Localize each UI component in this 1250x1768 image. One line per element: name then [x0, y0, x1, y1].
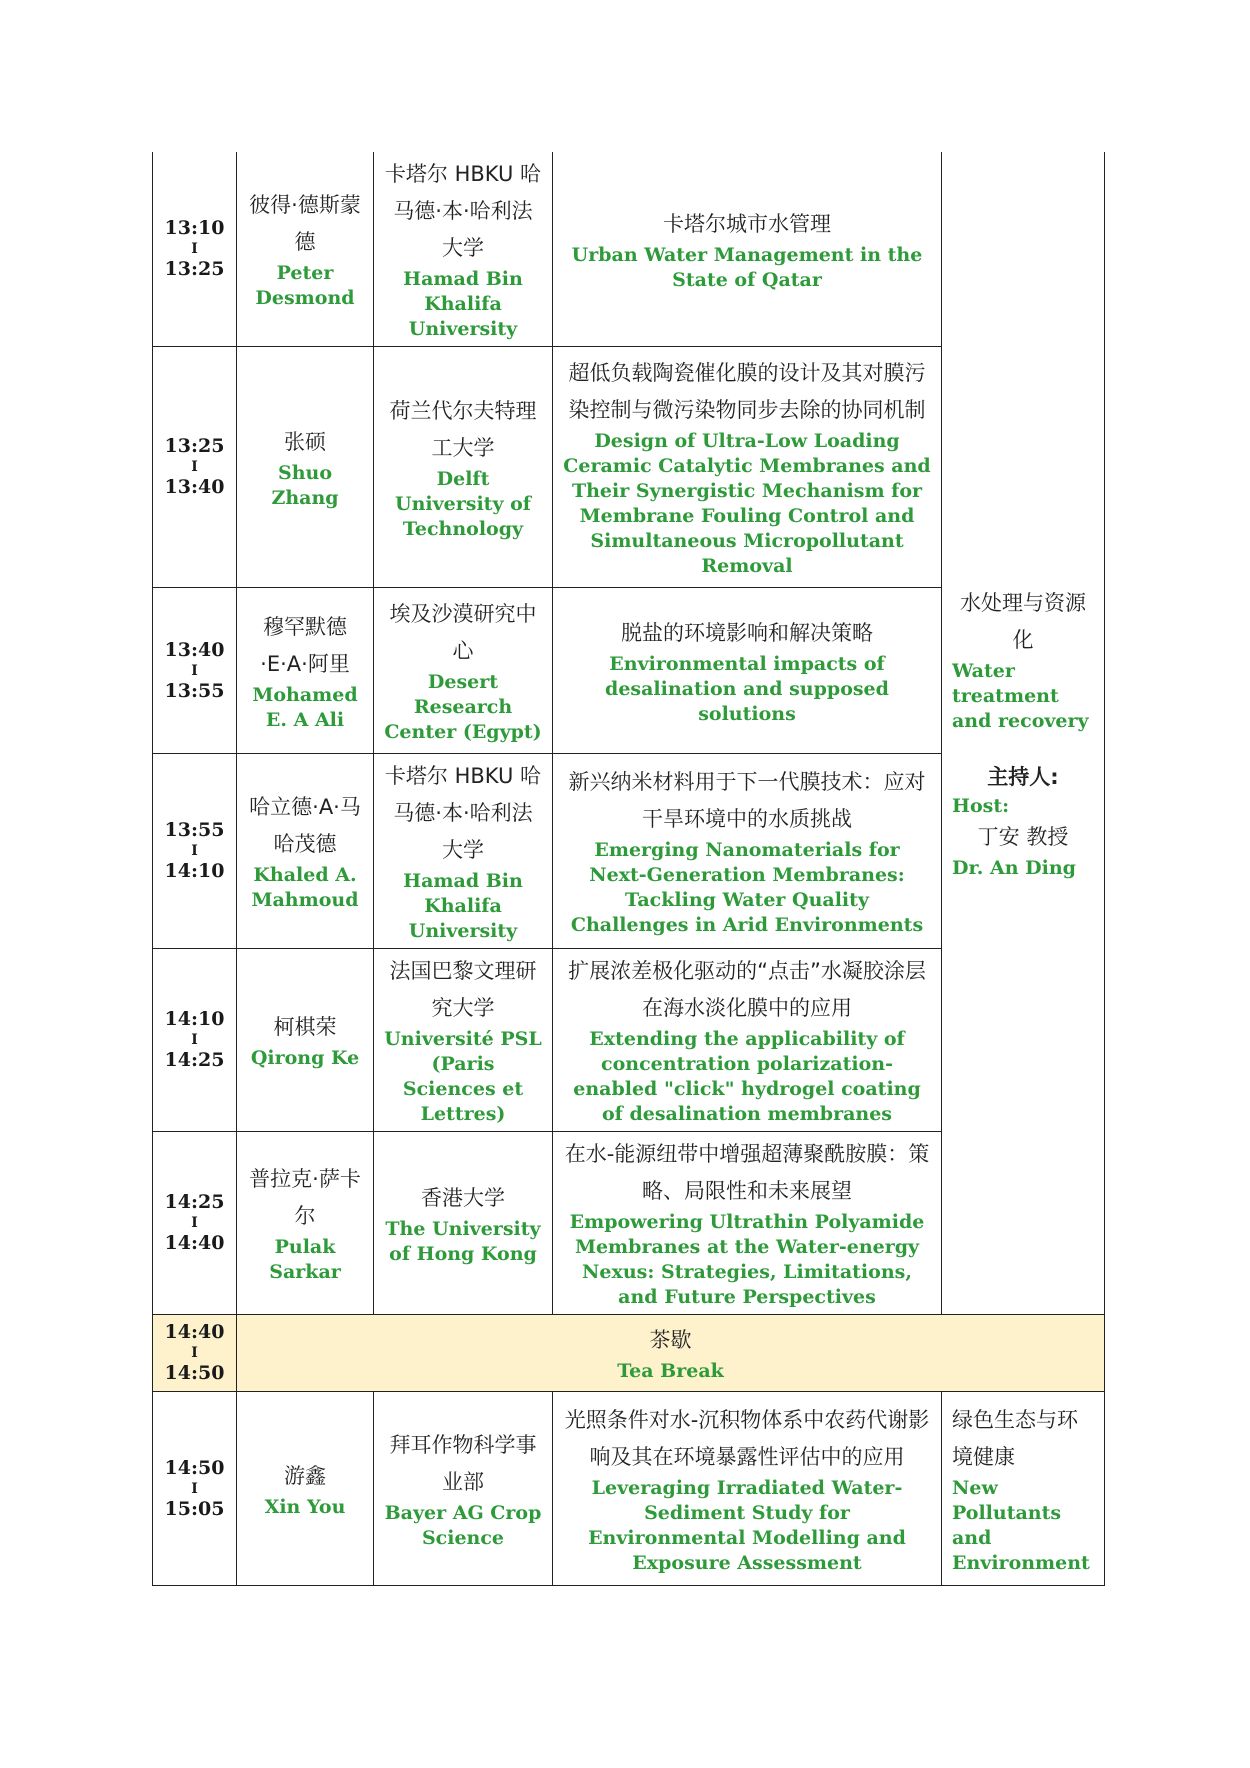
speaker-name-zh: 张硕	[284, 429, 326, 454]
topic-title-zh: 卡塔尔城市水管理	[663, 211, 831, 236]
speaker-cell	[237, 588, 374, 754]
time-separator: I	[191, 1215, 198, 1231]
org-name-zh: 埃及沙漠研究中心	[389, 602, 537, 663]
time-cell	[153, 1392, 237, 1586]
speaker-name-zh: 穆罕默德·E·A·阿里	[260, 614, 350, 676]
org-name-zh: 法国巴黎文理研究大学	[389, 959, 537, 1020]
end-time: 14:50	[164, 1362, 225, 1384]
start-time: 14:10	[164, 1008, 225, 1030]
start-time: 13:40	[164, 638, 225, 661]
start-time: 13:55	[164, 819, 225, 841]
speaker-name-en: Pulak Sarkar	[269, 1236, 341, 1283]
topic-title-en: Design of Ultra-Low Loading Ceramic Catalytic Membranes and Their Synergistic Mechanism for Membrane Fouling Control and Simultaneous Micropollutant Removal	[563, 430, 931, 577]
org-cell	[374, 1392, 553, 1586]
schedule-table	[152, 152, 1105, 1586]
org-name-en: Delft University of Technology	[395, 467, 531, 540]
session-title-zh: 水处理与资源化	[960, 591, 1086, 652]
org-name-zh: 卡塔尔 HBKU 哈马德·本·哈利法大学	[384, 764, 542, 862]
time-separator: I	[191, 662, 198, 679]
session-title-en: New Pollutants and Environment	[952, 1476, 1090, 1574]
time-cell	[153, 347, 237, 588]
topic-cell	[553, 152, 942, 347]
topic-cell	[553, 347, 942, 588]
end-time: 13:55	[164, 679, 225, 702]
table-row	[153, 152, 1105, 347]
speaker-name-en: Peter Desmond	[255, 262, 355, 309]
end-time: 14:40	[164, 1232, 225, 1254]
topic-title-en: Urban Water Management in the State of Qatar	[571, 243, 923, 291]
start-time: 13:10	[164, 217, 225, 239]
start-time: 14:25	[164, 1191, 225, 1213]
topic-cell	[553, 1392, 942, 1586]
speaker-name-en: Xin You	[264, 1495, 346, 1518]
start-time: 14:50	[164, 1456, 225, 1479]
host-name-en: Dr. An Ding	[952, 857, 1076, 879]
tea-break-label-en: Tea Break	[617, 1360, 724, 1382]
topic-title-zh: 超低负载陶瓷催化膜的设计及其对膜污染控制与微污染物同步去除的协同机制	[568, 361, 926, 422]
org-name-en: Bayer AG Crop Science	[384, 1501, 542, 1549]
time-separator: I	[191, 1345, 198, 1361]
topic-title-en: Leveraging Irradiated Water-Sediment Study for Environmental Modelling and Exposure Assessment	[588, 1476, 906, 1574]
time-separator: I	[191, 241, 198, 257]
end-time: 13:40	[164, 476, 225, 498]
end-time: 15:05	[164, 1497, 225, 1520]
tea-break-row	[153, 1315, 1105, 1392]
time-cell	[153, 1315, 237, 1392]
topic-title-zh: 光照条件对水-沉积物体系中农药代谢影响及其在环境暴露性评估中的应用	[564, 1407, 930, 1469]
speaker-name-en: Qirong Ke	[250, 1047, 360, 1069]
org-cell	[374, 588, 553, 754]
org-cell	[374, 347, 553, 588]
speaker-cell	[237, 347, 374, 588]
topic-title-en: Extending the applicability of concentration polarization-enabled "click" hydrogel coating of desalination membranes	[573, 1028, 921, 1125]
time-cell	[153, 588, 237, 754]
org-name-zh: 拜耳作物科学事业部	[389, 1432, 537, 1494]
time-separator: I	[191, 1480, 198, 1497]
session-title-en: Water treatment and recovery	[952, 660, 1089, 732]
org-name-en: Desert Research Center (Egypt)	[384, 671, 542, 743]
session-cell	[942, 1392, 1105, 1586]
topic-cell	[553, 754, 942, 949]
time-cell	[153, 1132, 237, 1315]
time-separator: I	[191, 1032, 198, 1048]
topic-title-zh: 在水-能源纽带中增强超薄聚酰胺膜：策略、局限性和未来展望	[564, 1142, 930, 1203]
time-cell	[153, 754, 237, 949]
org-name-zh: 香港大学	[421, 1185, 505, 1210]
speaker-cell	[237, 754, 374, 949]
speaker-name-en: Khaled A. Mahmoud	[251, 864, 359, 911]
start-time: 14:40	[164, 1321, 225, 1343]
time-cell	[153, 949, 237, 1132]
topic-title-zh: 扩展浓差极化驱动的“点击”水凝胶涂层在海水淡化膜中的应用	[568, 959, 926, 1020]
speaker-cell	[237, 1392, 374, 1586]
host-name-zh: 丁安 教授	[977, 825, 1069, 849]
table-row	[153, 1392, 1105, 1586]
topic-cell	[553, 1132, 942, 1315]
org-cell	[374, 152, 553, 347]
topic-title-zh: 脱盐的环境影响和解决策略	[621, 620, 873, 645]
session-title-zh: 绿色生态与环境健康	[952, 1407, 1078, 1469]
topic-cell	[553, 588, 942, 754]
host-label-zh: 主持人:	[987, 765, 1059, 789]
topic-title-zh: 新兴纳米材料用于下一代膜技术：应对干旱环境中的水质挑战	[568, 770, 926, 831]
time-separator: I	[191, 459, 198, 475]
speaker-cell	[237, 949, 374, 1132]
topic-cell	[553, 949, 942, 1132]
speaker-name-zh: 彼得·德斯蒙德	[249, 193, 361, 254]
speaker-name-en: Mohamed E. A Ali	[252, 683, 358, 731]
speaker-name-zh: 普拉克·萨卡尔	[249, 1167, 361, 1228]
org-name-zh: 卡塔尔 HBKU 哈马德·本·哈利法大学	[384, 162, 542, 260]
speaker-cell	[237, 1132, 374, 1315]
speaker-cell	[237, 152, 374, 347]
host-label-en: Host:	[952, 795, 1010, 817]
time-cell	[153, 152, 237, 347]
speaker-name-zh: 柯棋荣	[273, 1015, 337, 1039]
time-separator: I	[191, 843, 198, 859]
end-time: 13:25	[164, 258, 225, 280]
end-time: 14:25	[164, 1049, 225, 1071]
topic-title-en: Emerging Nanomaterials for Next-Generation Membranes: Tackling Water Quality Challenges in Arid Environments	[570, 839, 924, 936]
topic-title-en: Environmental impacts of desalination and supposed solutions	[605, 652, 889, 725]
speaker-name-zh: 哈立德·A·马哈茂德	[249, 795, 361, 856]
tea-break-label-zh: 茶歇	[649, 1328, 692, 1352]
org-cell	[374, 949, 553, 1132]
org-name-zh: 荷兰代尔夫特理工大学	[389, 398, 537, 460]
tea-break-cell	[237, 1315, 1105, 1392]
org-name-en: Hamad Bin Khalifa University	[403, 268, 523, 340]
start-time: 13:25	[164, 435, 225, 457]
org-name-en: Hamad Bin Khalifa University	[403, 870, 523, 942]
org-cell	[374, 754, 553, 949]
topic-title-en: Empowering Ultrathin Polyamide Membranes at the Water-energy Nexus: Strategies, Limitations, and Future Perspectives	[569, 1211, 925, 1308]
org-name-en: The University of Hong Kong	[385, 1217, 541, 1265]
end-time: 14:10	[164, 860, 225, 882]
org-cell	[374, 1132, 553, 1315]
session-cell	[942, 152, 1105, 1315]
org-name-en: Université PSL (Paris Sciences et Lettres)	[384, 1028, 542, 1125]
speaker-name-en: Shuo Zhang	[271, 461, 339, 509]
speaker-name-zh: 游鑫	[284, 1463, 326, 1488]
